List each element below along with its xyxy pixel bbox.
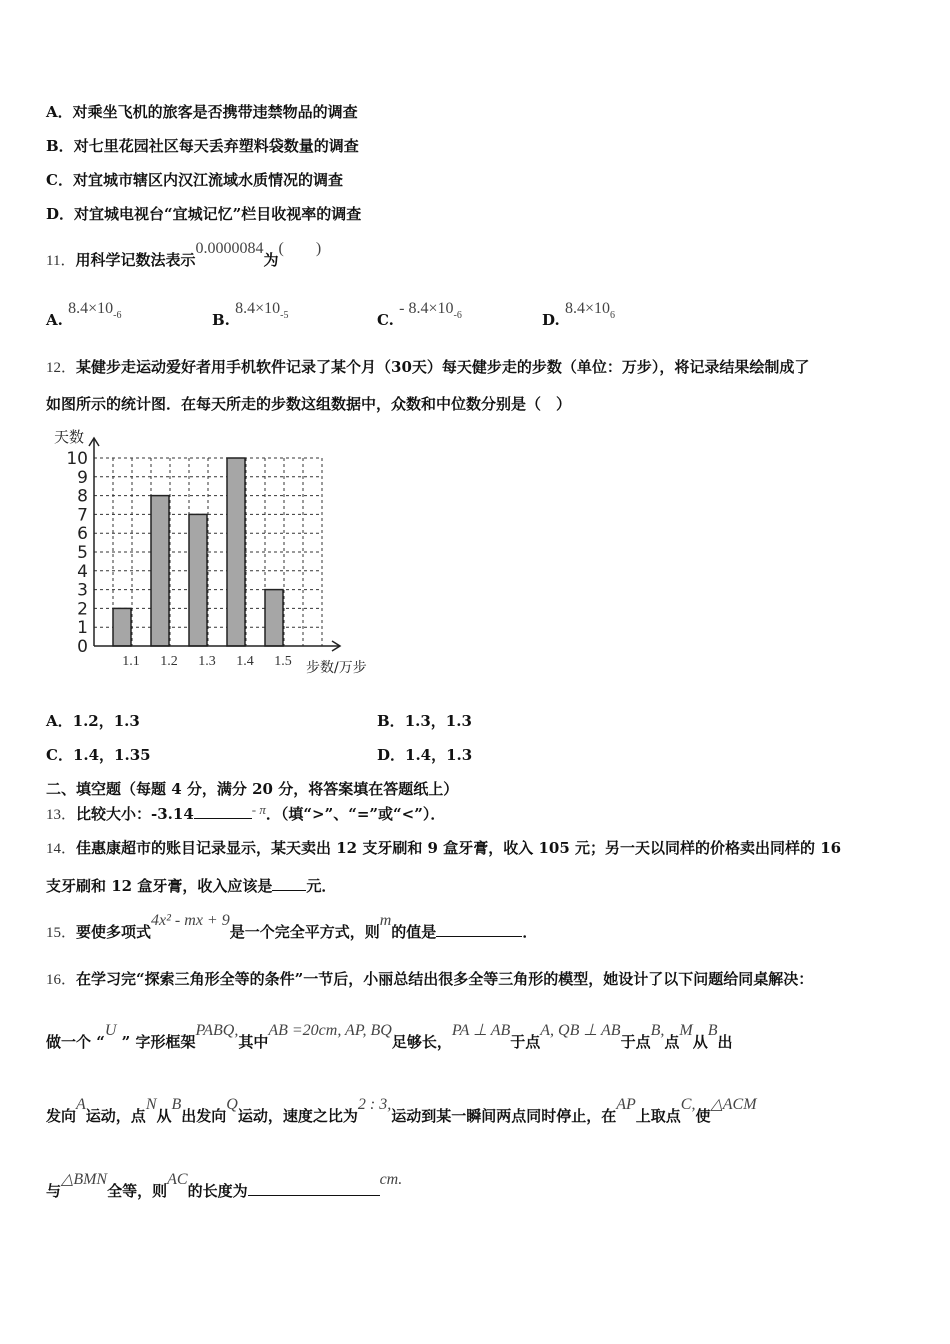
chart-y-tick-labels bbox=[66, 449, 88, 657]
y-tick-label: 3 bbox=[77, 580, 88, 601]
math-expression: B bbox=[707, 1022, 718, 1039]
q12-option-c: C．1.4，1.35 bbox=[46, 746, 151, 764]
math-expression: B, bbox=[650, 1022, 665, 1039]
x-tick-label: 1.2 bbox=[160, 654, 178, 669]
q11-option-c: C. - $8.4\times 10^{-6}$ bbox=[377, 300, 462, 329]
text-segment: ” 字形框架 bbox=[116, 1033, 196, 1051]
q12-option-d: D．1.4，1.3 bbox=[377, 746, 473, 764]
math-expression: A bbox=[76, 1096, 86, 1113]
y-tick-label: 5 bbox=[77, 543, 88, 563]
q11-option-a: A. $8.4\times 10^{-6}$ bbox=[46, 300, 122, 329]
text-segment: 全等，则 bbox=[107, 1182, 168, 1200]
math-expression: △ACM bbox=[710, 1096, 757, 1113]
q16-stem-line1: 16．在学习完“探索三角形全等的条件”一节后，小丽总结出很多全等三角形的模型，她设计了以下问题给同桌解决： bbox=[46, 970, 814, 988]
q12-option-a: A．1.2，1.3 bbox=[46, 712, 140, 730]
y-tick-label: 4 bbox=[77, 561, 88, 582]
math-expression: U bbox=[104, 1022, 117, 1039]
text-segment: 从 bbox=[156, 1107, 172, 1125]
q16-stem-line2 bbox=[46, 1022, 733, 1053]
text-segment: 运动，速度之比为 bbox=[237, 1107, 358, 1125]
q11-value: 0.0000084 bbox=[195, 240, 264, 257]
steps-bar-chart bbox=[44, 424, 384, 680]
y-tick-label: 10 bbox=[66, 449, 88, 469]
math-expression: M bbox=[679, 1022, 693, 1039]
chart-y-axis-title: 天数 bbox=[54, 428, 85, 446]
y-tick-label: 9 bbox=[77, 467, 88, 488]
q10-option-b: B．对七里花园社区每天丢弃塑料袋数量的调查 bbox=[46, 137, 359, 155]
bar bbox=[265, 590, 283, 646]
math-expression: △BMN bbox=[61, 1171, 108, 1188]
math-expression: N bbox=[145, 1096, 157, 1113]
math-expression: 2 : 3, bbox=[357, 1096, 392, 1113]
q12-stem-line1: 12．某健步走运动爱好者用手机软件记录了某个月（30天）每天健步走的步数（单位：万步），将记录结果绘制成了 bbox=[46, 358, 810, 376]
q12-stem-line2: 如图所示的统计图．在每天所走的步数这组数据中，众数和中位数分别是（ ） bbox=[46, 395, 572, 413]
math-expression: AP bbox=[616, 1096, 636, 1113]
q16-stem-line4 bbox=[46, 1171, 403, 1202]
y-tick-label: 1 bbox=[77, 618, 88, 639]
y-tick-label: 2 bbox=[77, 599, 88, 620]
text-segment: 出发向 bbox=[181, 1107, 227, 1125]
q15-answer-blank[interactable] bbox=[436, 922, 522, 937]
bar bbox=[227, 458, 245, 646]
q14-stem-line2: 支牙刷和 12 盒牙膏，收入应该是 元． bbox=[46, 877, 337, 895]
q10-option-d: D．对宜城电视台“宜城记忆”栏目收视率的调查 bbox=[46, 205, 362, 223]
chart-x-axis-title: 步数/万步 bbox=[306, 660, 367, 676]
q16-answer-blank[interactable] bbox=[248, 1181, 380, 1196]
q14-answer-blank[interactable] bbox=[272, 876, 306, 891]
q12-option-b: B．1.3，1.3 bbox=[377, 712, 472, 730]
text-segment: 从 bbox=[692, 1033, 708, 1051]
q15-stem: 15．要使多项式4x² - mx + 9是一个完全平方式，则m的值是 ． bbox=[46, 912, 538, 941]
math-expression: AB =20cm, AP, BQ bbox=[268, 1022, 392, 1039]
math-expression: A, QB ⊥ AB bbox=[540, 1022, 621, 1039]
text-segment: 上取点 bbox=[635, 1107, 681, 1125]
section-heading-fill-blank: 二、填空题（每题 4 分，满分 20 分，将答案填在答题纸上） bbox=[46, 780, 459, 798]
q14-stem-line1: 14．佳惠康超市的账目记录显示，某天卖出 12 支牙刷和 9 盒牙膏，收入 105 元；另一天以同样的价格卖出同样的 16 bbox=[46, 839, 842, 857]
text-segment: 足够长， bbox=[391, 1033, 452, 1051]
q11-option-b: B. $8.4\times 10^{-5}$ bbox=[212, 300, 289, 329]
text-segment: 发向 bbox=[46, 1107, 77, 1125]
text-segment: 的长度为 bbox=[187, 1182, 248, 1200]
text-segment: 出 bbox=[717, 1033, 733, 1051]
bar-chart-svg bbox=[44, 424, 384, 680]
math-expression: Q bbox=[226, 1096, 238, 1113]
bar bbox=[113, 608, 131, 646]
text-segment: 与 bbox=[46, 1182, 62, 1200]
text-segment: 于点 bbox=[620, 1033, 651, 1051]
text-segment: 于点 bbox=[510, 1033, 541, 1051]
y-tick-label: 7 bbox=[77, 505, 88, 526]
text-segment: 使 bbox=[695, 1107, 711, 1125]
text-segment: 运动，点 bbox=[85, 1107, 146, 1125]
q11-option-d: D. $8.4\times 10^6$ bbox=[542, 300, 615, 329]
x-tick-label: 1.5 bbox=[274, 654, 292, 669]
math-expression: AC bbox=[167, 1171, 188, 1188]
q10-option-c: C．对宜城市辖区内汉江流域水质情况的调查 bbox=[46, 171, 343, 189]
y-tick-label: 8 bbox=[77, 486, 88, 507]
bar bbox=[151, 496, 169, 646]
text-segment: 做一个 “ bbox=[46, 1033, 105, 1051]
q13-answer-blank[interactable] bbox=[194, 804, 252, 819]
q11-stem: 11．用科学记数法表示0.0000084为( ) bbox=[46, 240, 322, 269]
x-tick-label: 1.1 bbox=[122, 654, 140, 669]
x-tick-label: 1.4 bbox=[236, 654, 254, 669]
math-expression: PABQ, bbox=[195, 1022, 239, 1039]
math-expression: cm. bbox=[379, 1171, 403, 1188]
x-tick-label: 1.3 bbox=[198, 654, 216, 669]
y-tick-label: 0 bbox=[77, 637, 88, 657]
math-expression: PA ⊥ AB bbox=[451, 1022, 511, 1039]
math-expression: B bbox=[171, 1096, 182, 1113]
q16-stem-line3 bbox=[46, 1096, 757, 1127]
text-segment: 点 bbox=[664, 1033, 680, 1051]
y-tick-label: 6 bbox=[77, 524, 88, 545]
math-expression: C, bbox=[680, 1096, 696, 1113]
chart-x-tick-labels bbox=[122, 654, 292, 669]
q13-stem: 13．比较大小：-3.14 - π．（填“>”、“=”或“<”）． bbox=[46, 802, 446, 823]
text-segment: 其中 bbox=[238, 1033, 269, 1051]
q10-option-a: A．对乘坐飞机的旅客是否携带违禁物品的调查 bbox=[46, 103, 358, 121]
bar bbox=[189, 514, 207, 646]
text-segment: 运动到某一瞬间两点同时停止，在 bbox=[391, 1107, 617, 1125]
